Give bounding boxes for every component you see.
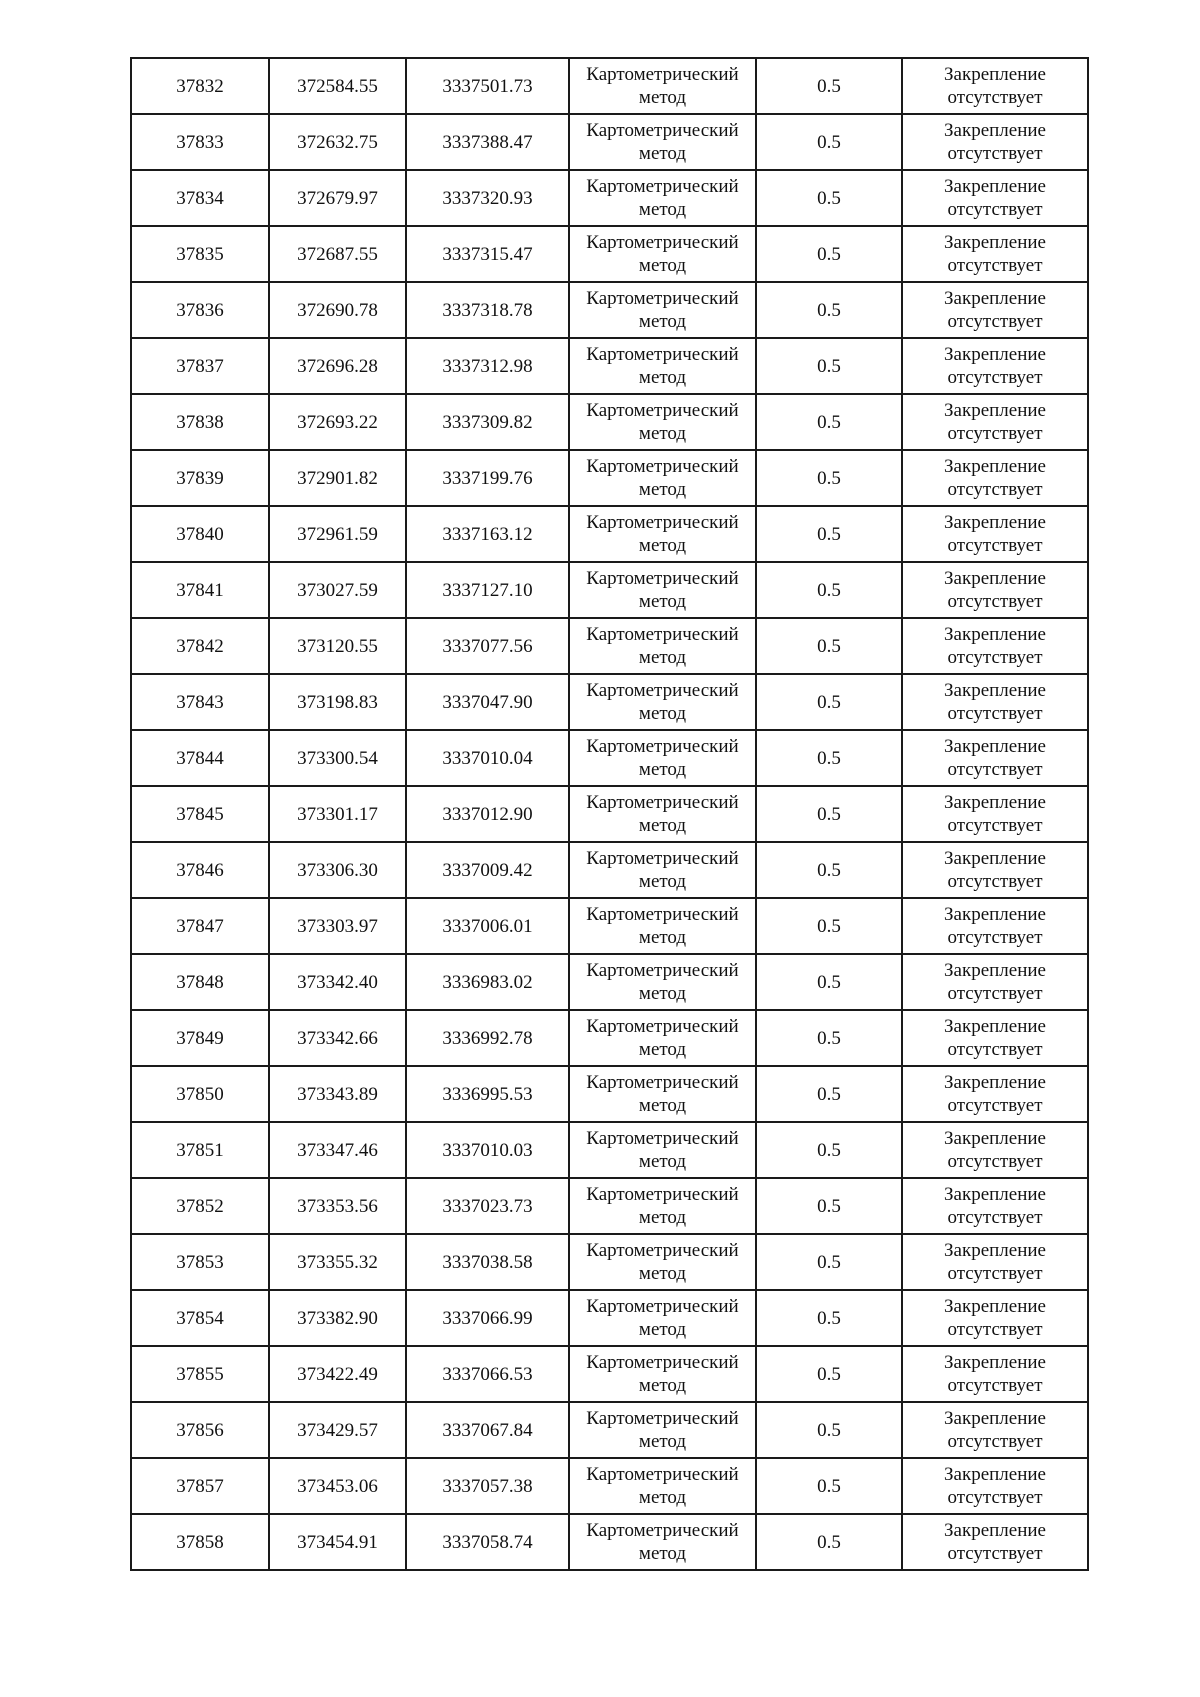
- accuracy-cell: 0.5: [756, 618, 902, 674]
- fixing-line-2: отсутствует: [947, 759, 1043, 780]
- method-cell: [569, 170, 756, 226]
- y-coordinate-cell: 3337309.82: [406, 394, 569, 450]
- y-coordinate-cell: 3337006.01: [406, 898, 569, 954]
- fixing-cell: [902, 226, 1088, 282]
- accuracy-cell: 0.5: [756, 954, 902, 1010]
- point-number-cell: 37843: [131, 674, 269, 730]
- table-row: [131, 1402, 1088, 1458]
- x-coordinate-cell: 373454.91: [269, 1514, 406, 1570]
- method-cell: [569, 618, 756, 674]
- table-row: [131, 282, 1088, 338]
- table-row: [131, 562, 1088, 618]
- fixing-line-2: отсутствует: [947, 255, 1043, 276]
- method-cell: [569, 1290, 756, 1346]
- fixing-cell: [902, 114, 1088, 170]
- fixing-line-2: отсутствует: [947, 143, 1043, 164]
- fixing-line-2: отсутствует: [947, 1039, 1043, 1060]
- accuracy-cell: 0.5: [756, 786, 902, 842]
- fixing-cell: [902, 282, 1088, 338]
- table-row: [131, 226, 1088, 282]
- fixing-cell: [902, 674, 1088, 730]
- method-line-2: метод: [638, 311, 687, 332]
- method-line-1: Картометрический: [586, 344, 739, 365]
- table-row: [131, 1290, 1088, 1346]
- method-line-2: метод: [638, 1319, 687, 1340]
- x-coordinate-cell: 373342.40: [269, 954, 406, 1010]
- y-coordinate-cell: 3337312.98: [406, 338, 569, 394]
- method-line-2: метод: [638, 1095, 687, 1116]
- fixing-line-1: Закрепление: [944, 848, 1046, 869]
- table-row: [131, 1234, 1088, 1290]
- method-cell: [569, 1178, 756, 1234]
- x-coordinate-cell: 373303.97: [269, 898, 406, 954]
- accuracy-cell: 0.5: [756, 450, 902, 506]
- method-line-2: метод: [638, 1263, 687, 1284]
- fixing-line-2: отсутствует: [947, 983, 1043, 1004]
- method-cell: [569, 226, 756, 282]
- fixing-line-1: Закрепление: [944, 456, 1046, 477]
- table-row: [131, 58, 1088, 114]
- method-cell: [569, 842, 756, 898]
- x-coordinate-cell: 372696.28: [269, 338, 406, 394]
- y-coordinate-cell: 3337047.90: [406, 674, 569, 730]
- method-cell: [569, 450, 756, 506]
- fixing-line-1: Закрепление: [944, 1184, 1046, 1205]
- method-cell: [569, 786, 756, 842]
- fixing-cell: [902, 338, 1088, 394]
- fixing-line-1: Закрепление: [944, 288, 1046, 309]
- accuracy-cell: 0.5: [756, 394, 902, 450]
- method-line-2: метод: [638, 871, 687, 892]
- point-number-cell: 37832: [131, 58, 269, 114]
- fixing-line-2: отсутствует: [947, 1095, 1043, 1116]
- method-line-2: метод: [638, 255, 687, 276]
- y-coordinate-cell: 3337127.10: [406, 562, 569, 618]
- accuracy-cell: 0.5: [756, 1458, 902, 1514]
- fixing-line-1: Закрепление: [944, 1464, 1046, 1485]
- y-coordinate-cell: 3337012.90: [406, 786, 569, 842]
- point-number-cell: 37857: [131, 1458, 269, 1514]
- point-number-cell: 37856: [131, 1402, 269, 1458]
- fixing-line-2: отсутствует: [947, 1543, 1043, 1564]
- y-coordinate-cell: 3337199.76: [406, 450, 569, 506]
- fixing-cell: [902, 1122, 1088, 1178]
- method-cell: [569, 674, 756, 730]
- coordinates-table-body: [131, 58, 1088, 1570]
- x-coordinate-cell: 373353.56: [269, 1178, 406, 1234]
- method-line-1: Картометрический: [586, 1464, 739, 1485]
- fixing-line-2: отсутствует: [947, 479, 1043, 500]
- x-coordinate-cell: 372693.22: [269, 394, 406, 450]
- fixing-cell: [902, 730, 1088, 786]
- fixing-cell: [902, 58, 1088, 114]
- point-number-cell: 37842: [131, 618, 269, 674]
- fixing-cell: [902, 1234, 1088, 1290]
- accuracy-cell: 0.5: [756, 226, 902, 282]
- fixing-line-1: Закрепление: [944, 1240, 1046, 1261]
- method-cell: [569, 1458, 756, 1514]
- y-coordinate-cell: 3337067.84: [406, 1402, 569, 1458]
- accuracy-cell: 0.5: [756, 898, 902, 954]
- fixing-line-1: Закрепление: [944, 568, 1046, 589]
- point-number-cell: 37845: [131, 786, 269, 842]
- accuracy-cell: 0.5: [756, 1514, 902, 1570]
- method-cell: [569, 1402, 756, 1458]
- method-line-2: метод: [638, 1431, 687, 1452]
- method-line-1: Картометрический: [586, 120, 739, 141]
- fixing-line-2: отсутствует: [947, 1151, 1043, 1172]
- method-line-1: Картометрический: [586, 232, 739, 253]
- fixing-line-2: отсутствует: [947, 199, 1043, 220]
- table-row: [131, 1514, 1088, 1570]
- method-line-2: метод: [638, 479, 687, 500]
- y-coordinate-cell: 3337388.47: [406, 114, 569, 170]
- method-cell: [569, 1066, 756, 1122]
- x-coordinate-cell: 372687.55: [269, 226, 406, 282]
- fixing-line-2: отсутствует: [947, 367, 1043, 388]
- fixing-line-1: Закрепление: [944, 64, 1046, 85]
- x-coordinate-cell: 372690.78: [269, 282, 406, 338]
- fixing-cell: [902, 1402, 1088, 1458]
- fixing-cell: [902, 562, 1088, 618]
- fixing-line-2: отсутствует: [947, 927, 1043, 948]
- method-cell: [569, 338, 756, 394]
- x-coordinate-cell: 373429.57: [269, 1402, 406, 1458]
- method-line-2: метод: [638, 1375, 687, 1396]
- method-line-1: Картометрический: [586, 1520, 739, 1541]
- fixing-line-1: Закрепление: [944, 400, 1046, 421]
- method-line-2: метод: [638, 367, 687, 388]
- y-coordinate-cell: 3337023.73: [406, 1178, 569, 1234]
- fixing-cell: [902, 1514, 1088, 1570]
- fixing-line-1: Закрепление: [944, 904, 1046, 925]
- method-line-1: Картометрический: [586, 288, 739, 309]
- fixing-cell: [902, 1010, 1088, 1066]
- method-cell: [569, 58, 756, 114]
- point-number-cell: 37850: [131, 1066, 269, 1122]
- fixing-cell: [902, 450, 1088, 506]
- fixing-line-1: Закрепление: [944, 1296, 1046, 1317]
- fixing-cell: [902, 170, 1088, 226]
- table-row: [131, 1346, 1088, 1402]
- point-number-cell: 37834: [131, 170, 269, 226]
- fixing-cell: [902, 1066, 1088, 1122]
- accuracy-cell: 0.5: [756, 170, 902, 226]
- accuracy-cell: 0.5: [756, 1010, 902, 1066]
- table-row: [131, 1458, 1088, 1514]
- method-cell: [569, 1010, 756, 1066]
- fixing-line-2: отсутствует: [947, 1375, 1043, 1396]
- y-coordinate-cell: 3337057.38: [406, 1458, 569, 1514]
- fixing-line-1: Закрепление: [944, 792, 1046, 813]
- point-number-cell: 37853: [131, 1234, 269, 1290]
- point-number-cell: 37841: [131, 562, 269, 618]
- x-coordinate-cell: 373301.17: [269, 786, 406, 842]
- method-line-1: Картометрический: [586, 792, 739, 813]
- method-cell: [569, 954, 756, 1010]
- fixing-cell: [902, 1290, 1088, 1346]
- y-coordinate-cell: 3337009.42: [406, 842, 569, 898]
- fixing-line-1: Закрепление: [944, 512, 1046, 533]
- table-row: [131, 338, 1088, 394]
- accuracy-cell: 0.5: [756, 842, 902, 898]
- fixing-line-2: отсутствует: [947, 1263, 1043, 1284]
- method-cell: [569, 114, 756, 170]
- fixing-cell: [902, 954, 1088, 1010]
- method-line-1: Картометрический: [586, 960, 739, 981]
- point-number-cell: 37838: [131, 394, 269, 450]
- fixing-line-2: отсутствует: [947, 311, 1043, 332]
- table-row: [131, 842, 1088, 898]
- fixing-line-1: Закрепление: [944, 1520, 1046, 1541]
- point-number-cell: 37837: [131, 338, 269, 394]
- accuracy-cell: 0.5: [756, 1402, 902, 1458]
- table-row: [131, 674, 1088, 730]
- coordinates-table: [130, 57, 1089, 1571]
- method-cell: [569, 394, 756, 450]
- x-coordinate-cell: 373198.83: [269, 674, 406, 730]
- point-number-cell: 37840: [131, 506, 269, 562]
- x-coordinate-cell: 373120.55: [269, 618, 406, 674]
- point-number-cell: 37846: [131, 842, 269, 898]
- fixing-line-1: Закрепление: [944, 344, 1046, 365]
- method-line-1: Картометрический: [586, 1184, 739, 1205]
- y-coordinate-cell: 3337501.73: [406, 58, 569, 114]
- x-coordinate-cell: 373027.59: [269, 562, 406, 618]
- method-cell: [569, 898, 756, 954]
- fixing-cell: [902, 1346, 1088, 1402]
- table-row: [131, 730, 1088, 786]
- point-number-cell: 37854: [131, 1290, 269, 1346]
- table-row: [131, 618, 1088, 674]
- y-coordinate-cell: 3337077.56: [406, 618, 569, 674]
- method-line-1: Картометрический: [586, 680, 739, 701]
- fixing-line-2: отсутствует: [947, 1487, 1043, 1508]
- y-coordinate-cell: 3337010.03: [406, 1122, 569, 1178]
- point-number-cell: 37839: [131, 450, 269, 506]
- table-row: [131, 786, 1088, 842]
- method-line-2: метод: [638, 423, 687, 444]
- y-coordinate-cell: 3337318.78: [406, 282, 569, 338]
- method-line-2: метод: [638, 927, 687, 948]
- method-line-2: метод: [638, 703, 687, 724]
- fixing-line-1: Закрепление: [944, 736, 1046, 757]
- method-line-2: метод: [638, 647, 687, 668]
- x-coordinate-cell: 372632.75: [269, 114, 406, 170]
- fixing-line-2: отсутствует: [947, 535, 1043, 556]
- x-coordinate-cell: 373342.66: [269, 1010, 406, 1066]
- point-number-cell: 37852: [131, 1178, 269, 1234]
- x-coordinate-cell: 373355.32: [269, 1234, 406, 1290]
- method-line-1: Картометрический: [586, 624, 739, 645]
- y-coordinate-cell: 3336995.53: [406, 1066, 569, 1122]
- fixing-line-1: Закрепление: [944, 1016, 1046, 1037]
- x-coordinate-cell: 373422.49: [269, 1346, 406, 1402]
- method-line-2: метод: [638, 983, 687, 1004]
- point-number-cell: 37833: [131, 114, 269, 170]
- method-line-1: Картометрический: [586, 1408, 739, 1429]
- method-line-1: Картометрический: [586, 512, 739, 533]
- method-line-1: Картометрический: [586, 1352, 739, 1373]
- y-coordinate-cell: 3336992.78: [406, 1010, 569, 1066]
- accuracy-cell: 0.5: [756, 1346, 902, 1402]
- accuracy-cell: 0.5: [756, 1122, 902, 1178]
- fixing-line-1: Закрепление: [944, 176, 1046, 197]
- y-coordinate-cell: 3337038.58: [406, 1234, 569, 1290]
- point-number-cell: 37844: [131, 730, 269, 786]
- table-row: [131, 1178, 1088, 1234]
- method-line-1: Картометрический: [586, 848, 739, 869]
- x-coordinate-cell: 373382.90: [269, 1290, 406, 1346]
- table-row: [131, 898, 1088, 954]
- method-line-1: Картометрический: [586, 1296, 739, 1317]
- method-cell: [569, 1346, 756, 1402]
- method-line-2: метод: [638, 1207, 687, 1228]
- fixing-line-1: Закрепление: [944, 960, 1046, 981]
- fixing-line-1: Закрепление: [944, 232, 1046, 253]
- method-line-2: метод: [638, 143, 687, 164]
- y-coordinate-cell: 3337163.12: [406, 506, 569, 562]
- method-line-1: Картометрический: [586, 1072, 739, 1093]
- accuracy-cell: 0.5: [756, 338, 902, 394]
- method-line-1: Картометрический: [586, 400, 739, 421]
- accuracy-cell: 0.5: [756, 674, 902, 730]
- fixing-cell: [902, 394, 1088, 450]
- x-coordinate-cell: 373453.06: [269, 1458, 406, 1514]
- method-line-2: метод: [638, 535, 687, 556]
- y-coordinate-cell: 3337066.99: [406, 1290, 569, 1346]
- point-number-cell: 37849: [131, 1010, 269, 1066]
- method-line-2: метод: [638, 1039, 687, 1060]
- method-line-2: метод: [638, 1487, 687, 1508]
- method-cell: [569, 282, 756, 338]
- x-coordinate-cell: 372961.59: [269, 506, 406, 562]
- table-row: [131, 1122, 1088, 1178]
- fixing-cell: [902, 506, 1088, 562]
- fixing-cell: [902, 898, 1088, 954]
- fixing-line-1: Закрепление: [944, 1128, 1046, 1149]
- point-number-cell: 37851: [131, 1122, 269, 1178]
- point-number-cell: 37858: [131, 1514, 269, 1570]
- fixing-cell: [902, 1178, 1088, 1234]
- y-coordinate-cell: 3337315.47: [406, 226, 569, 282]
- accuracy-cell: 0.5: [756, 1066, 902, 1122]
- fixing-cell: [902, 786, 1088, 842]
- table-row: [131, 1066, 1088, 1122]
- table-row: [131, 114, 1088, 170]
- fixing-line-1: Закрепление: [944, 120, 1046, 141]
- method-line-2: метод: [638, 815, 687, 836]
- point-number-cell: 37855: [131, 1346, 269, 1402]
- method-line-2: метод: [638, 591, 687, 612]
- fixing-line-2: отсутствует: [947, 1207, 1043, 1228]
- fixing-cell: [902, 842, 1088, 898]
- accuracy-cell: 0.5: [756, 562, 902, 618]
- y-coordinate-cell: 3336983.02: [406, 954, 569, 1010]
- method-line-1: Картометрический: [586, 456, 739, 477]
- method-line-1: Картометрический: [586, 904, 739, 925]
- accuracy-cell: 0.5: [756, 1234, 902, 1290]
- table-row: [131, 170, 1088, 226]
- method-line-2: метод: [638, 1543, 687, 1564]
- fixing-line-1: Закрепление: [944, 680, 1046, 701]
- x-coordinate-cell: 373300.54: [269, 730, 406, 786]
- method-line-1: Картометрический: [586, 1128, 739, 1149]
- accuracy-cell: 0.5: [756, 282, 902, 338]
- accuracy-cell: 0.5: [756, 58, 902, 114]
- y-coordinate-cell: 3337066.53: [406, 1346, 569, 1402]
- method-line-1: Картометрический: [586, 176, 739, 197]
- x-coordinate-cell: 372584.55: [269, 58, 406, 114]
- fixing-line-2: отсутствует: [947, 1431, 1043, 1452]
- method-cell: [569, 730, 756, 786]
- method-line-2: метод: [638, 87, 687, 108]
- fixing-line-2: отсутствует: [947, 87, 1043, 108]
- method-cell: [569, 1234, 756, 1290]
- x-coordinate-cell: 372679.97: [269, 170, 406, 226]
- accuracy-cell: 0.5: [756, 1290, 902, 1346]
- point-number-cell: 37835: [131, 226, 269, 282]
- fixing-line-1: Закрепление: [944, 1408, 1046, 1429]
- table-row: [131, 954, 1088, 1010]
- fixing-cell: [902, 1458, 1088, 1514]
- fixing-line-2: отсутствует: [947, 1319, 1043, 1340]
- accuracy-cell: 0.5: [756, 1178, 902, 1234]
- method-cell: [569, 506, 756, 562]
- method-line-2: метод: [638, 199, 687, 220]
- x-coordinate-cell: 373347.46: [269, 1122, 406, 1178]
- method-cell: [569, 562, 756, 618]
- accuracy-cell: 0.5: [756, 114, 902, 170]
- fixing-line-2: отсутствует: [947, 423, 1043, 444]
- fixing-line-2: отсутствует: [947, 647, 1043, 668]
- method-line-1: Картометрический: [586, 1016, 739, 1037]
- fixing-line-1: Закрепление: [944, 624, 1046, 645]
- table-row: [131, 1010, 1088, 1066]
- method-line-2: метод: [638, 1151, 687, 1172]
- method-line-1: Картометрический: [586, 568, 739, 589]
- point-number-cell: 37836: [131, 282, 269, 338]
- fixing-line-1: Закрепление: [944, 1352, 1046, 1373]
- fixing-line-2: отсутствует: [947, 815, 1043, 836]
- fixing-line-2: отсутствует: [947, 703, 1043, 724]
- fixing-line-1: Закрепление: [944, 1072, 1046, 1093]
- method-line-1: Картометрический: [586, 1240, 739, 1261]
- method-cell: [569, 1514, 756, 1570]
- y-coordinate-cell: 3337010.04: [406, 730, 569, 786]
- point-number-cell: 37847: [131, 898, 269, 954]
- fixing-line-2: отсутствует: [947, 591, 1043, 612]
- accuracy-cell: 0.5: [756, 730, 902, 786]
- fixing-line-2: отсутствует: [947, 871, 1043, 892]
- method-line-1: Картометрический: [586, 736, 739, 757]
- x-coordinate-cell: 373343.89: [269, 1066, 406, 1122]
- x-coordinate-cell: 372901.82: [269, 450, 406, 506]
- y-coordinate-cell: 3337320.93: [406, 170, 569, 226]
- fixing-cell: [902, 618, 1088, 674]
- y-coordinate-cell: 3337058.74: [406, 1514, 569, 1570]
- accuracy-cell: 0.5: [756, 506, 902, 562]
- x-coordinate-cell: 373306.30: [269, 842, 406, 898]
- point-number-cell: 37848: [131, 954, 269, 1010]
- table-row: [131, 394, 1088, 450]
- method-line-1: Картометрический: [586, 64, 739, 85]
- method-line-2: метод: [638, 759, 687, 780]
- table-row: [131, 506, 1088, 562]
- table-row: [131, 450, 1088, 506]
- method-cell: [569, 1122, 756, 1178]
